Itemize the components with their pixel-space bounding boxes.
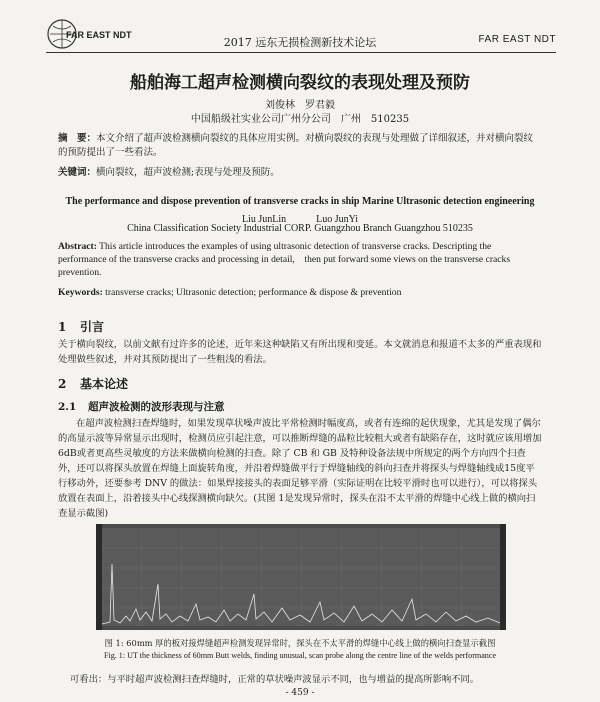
subsection-2-1-heading [58, 399, 225, 414]
subsection-2-1-number: 2.1 [58, 401, 77, 413]
subsection-2-1-paragraph: 在超声波检测扫查焊缝时，如果发现草状噪声波比平常检测时幅度高，或者有连绵的起伏现象，尤其是发现了偶尔的高显示波等异常显示出现时，检测员应引起注意，可以推断焊缝的晶粒比较粗大或者有缺陷存在，这时就应该用增加6dB或者更高些灵敏度的方法来做横向检测的扫查。除了 CB 和 GB 及特种设备法规中所规定的两个方向四个扫查外，还可以将探头放置在焊缝上面旋转角度，并沿着焊缝做平行于焊缝轴线的斜向扫查并将探头与焊缝轴线成15度平行移动外，还要参考 DNV 的做法：如果焊接接头的表面足够平滑（实际证明在比较平滑时也可以进行），可以将探头放置在表面上，沿着接头中心线探测横向缺欠。(其图 1是发现异常时，探头在沿不太平滑的焊缝中心线上做的横向扫查显示截图) [58, 418, 542, 519]
section-2-number: 2 [58, 377, 67, 391]
keywords-en [58, 287, 401, 298]
logo-text: FAR EAST NDT [66, 30, 132, 40]
section-2-title: 基本论述 [80, 377, 129, 391]
abstract-text-cn: 本文介绍了超声波检测横向裂纹的具体应用实例。对横向裂纹的表现与处理做了详细叙述，并对横向裂纹的预防提出了一些看法。 [58, 133, 534, 158]
keywords-label-en: Keywords: [58, 287, 103, 298]
abstract-label-en: Abstract: [58, 241, 97, 252]
paper-title-en: The performance and dispose prevention of transverse cracks in ship Marine Ultrasonic detection engineering [65, 196, 535, 207]
ultrasonic-scan-figure [96, 524, 506, 630]
section-1-number: 1 [58, 320, 67, 334]
abstract-en [58, 240, 542, 279]
authors-en: Liu JunLin Luo JunYi [241, 214, 359, 225]
affiliation-cn: 中国船级社实业公司广州分公司 广州 510235 [190, 114, 410, 125]
paper-title-cn: 船舶海工超声检测横向裂纹的表现处理及预防 [130, 73, 470, 93]
page-number: - 459 - [285, 688, 315, 698]
abstract-cn [58, 132, 540, 160]
abstract-text-en: This article introduces the examples of using ultrasonic detection of transverse cracks. Descripting the performance of the transverse cracks and processing in detail, then put forward some views on the transverse cracks prevention. [58, 241, 511, 278]
affiliation-en: China Classification Society Industrial CORP. Guangzhou Branch Guangzhou 510235 [127, 223, 473, 234]
conference-title: 2017 远东无损检测新技术论坛 [223, 36, 377, 49]
keywords-text-cn: 横向裂纹，超声波检测;表现与处理及预防。 [96, 167, 280, 178]
closing-paragraph: 可看出：与平时超声波检测扫查焊缝时，正常的草状噪声波显示不同，也与增益的提高所影响不同。 [70, 674, 480, 685]
section-2-heading [58, 375, 128, 392]
section-1-title: 引言 [80, 320, 105, 334]
header-org-name: FAR EAST NDT [478, 34, 556, 45]
abstract-label-cn: 摘 要： [58, 133, 97, 144]
figure-caption-cn: 图 1: 60mm 厚的板对接焊缝超声检测发现异常时，探头在不太平滑的焊缝中心线上做的横向扫查显示截图 [104, 638, 496, 648]
keywords-text-en: transverse cracks; Ultrasonic detection; performance & dispose & prevention [102, 287, 402, 298]
authors-cn: 刘俊林 罗君毅 [265, 100, 335, 111]
figure-caption-en: Fig. 1: UT the thickness of 60mm Butt welds, finding unusual, scan probe along the centre line of the welds performance [103, 651, 497, 660]
section-1-paragraph: 关于横向裂纹，以前文献有过许多的论述，近年来这种缺陷又有所出现和变延。本文就消息和报道不太多的严重表现和处理做些叙述，并对其预防提出了一些粗浅的看法。 [58, 339, 542, 365]
subsection-2-1-title: 超声波检测的波形表现与注意 [88, 401, 225, 413]
header-rule [46, 52, 556, 53]
section-1-heading [58, 318, 104, 335]
keywords-label-cn: 关键词： [58, 167, 97, 178]
keywords-cn [58, 164, 280, 178]
